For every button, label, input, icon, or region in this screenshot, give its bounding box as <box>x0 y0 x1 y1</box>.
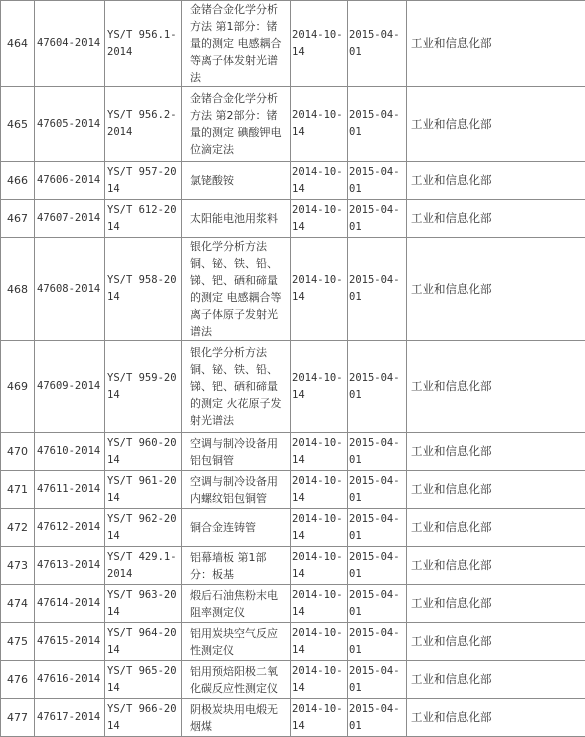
issue-date: 2014-10-14 <box>291 585 348 623</box>
record-code: 47616-2014 <box>35 661 105 699</box>
effective-date: 2015-04-01 <box>348 162 407 200</box>
issuing-department: 工业和信息化部 <box>407 585 585 623</box>
row-number: 469 <box>1 341 35 433</box>
issuing-department: 工业和信息化部 <box>407 509 585 547</box>
standard-number: YS/T 956.1-2014 <box>105 1 182 87</box>
table-row <box>1 433 585 471</box>
effective-date: 2015-04-01 <box>348 200 407 238</box>
table-row <box>1 547 585 585</box>
record-code: 47605-2014 <box>35 87 105 162</box>
standard-name: 煅后石油焦粉末电阻率测定仪 <box>182 585 291 623</box>
standard-name: 太阳能电池用浆料 <box>182 200 291 238</box>
issue-date: 2014-10-14 <box>291 162 348 200</box>
standard-name: 金锗合金化学分析方法 第2部分：锗量的测定 碘酸钾电位滴定法 <box>182 87 291 162</box>
issue-date: 2014-10-14 <box>291 471 348 509</box>
issuing-department: 工业和信息化部 <box>407 238 585 341</box>
standard-name: 银化学分析方法 铜、铋、铁、铅、锑、钯、硒和碲量的测定 电感耦合等离子体原子发射光谱法 <box>182 238 291 341</box>
standard-name: 空调与制冷设备用铝包铜管 <box>182 433 291 471</box>
row-number: 475 <box>1 623 35 661</box>
table-row <box>1 200 585 238</box>
effective-date: 2015-04-01 <box>348 661 407 699</box>
issuing-department: 工业和信息化部 <box>407 471 585 509</box>
standard-name: 空调与制冷设备用内螺纹铝包铜管 <box>182 471 291 509</box>
table-row <box>1 471 585 509</box>
record-code: 47612-2014 <box>35 509 105 547</box>
row-number: 471 <box>1 471 35 509</box>
issuing-department: 工业和信息化部 <box>407 661 585 699</box>
standard-number: YS/T 962-2014 <box>105 509 182 547</box>
standard-number: YS/T 966-2014 <box>105 699 182 737</box>
record-code: 47606-2014 <box>35 162 105 200</box>
standard-number: YS/T 965-2014 <box>105 661 182 699</box>
standard-name: 铝用预焙阳极二氧化碳反应性测定仪 <box>182 661 291 699</box>
effective-date: 2015-04-01 <box>348 585 407 623</box>
effective-date: 2015-04-01 <box>348 471 407 509</box>
issue-date: 2014-10-14 <box>291 547 348 585</box>
standard-number: YS/T 429.1-2014 <box>105 547 182 585</box>
standard-number: YS/T 959-2014 <box>105 341 182 433</box>
issuing-department: 工业和信息化部 <box>407 433 585 471</box>
effective-date: 2015-04-01 <box>348 623 407 661</box>
issue-date: 2014-10-14 <box>291 433 348 471</box>
effective-date: 2015-04-01 <box>348 341 407 433</box>
standard-number: YS/T 612-2014 <box>105 200 182 238</box>
issuing-department: 工业和信息化部 <box>407 1 585 87</box>
record-code: 47615-2014 <box>35 623 105 661</box>
standard-name: 铜合金连铸管 <box>182 509 291 547</box>
standard-name: 阴极炭块用电煅无烟煤 <box>182 699 291 737</box>
issuing-department: 工业和信息化部 <box>407 162 585 200</box>
issuing-department: 工业和信息化部 <box>407 699 585 737</box>
row-number: 465 <box>1 87 35 162</box>
table-row <box>1 238 585 341</box>
effective-date: 2015-04-01 <box>348 433 407 471</box>
row-number: 472 <box>1 509 35 547</box>
record-code: 47607-2014 <box>35 200 105 238</box>
standard-number: YS/T 960-2014 <box>105 433 182 471</box>
standard-name: 铝幕墙板 第1部分：板基 <box>182 547 291 585</box>
issue-date: 2014-10-14 <box>291 623 348 661</box>
issue-date: 2014-10-14 <box>291 699 348 737</box>
record-code: 47604-2014 <box>35 1 105 87</box>
standard-number: YS/T 963-2014 <box>105 585 182 623</box>
record-code: 47617-2014 <box>35 699 105 737</box>
standard-name: 铝用炭块空气反应性测定仪 <box>182 623 291 661</box>
issue-date: 2014-10-14 <box>291 87 348 162</box>
row-number: 466 <box>1 162 35 200</box>
effective-date: 2015-04-01 <box>348 547 407 585</box>
record-code: 47610-2014 <box>35 433 105 471</box>
issuing-department: 工业和信息化部 <box>407 547 585 585</box>
standard-number: YS/T 957-2014 <box>105 162 182 200</box>
effective-date: 2015-04-01 <box>348 87 407 162</box>
effective-date: 2015-04-01 <box>348 699 407 737</box>
issue-date: 2014-10-14 <box>291 238 348 341</box>
table-row <box>1 87 585 162</box>
record-code: 47609-2014 <box>35 341 105 433</box>
row-number: 474 <box>1 585 35 623</box>
table-row <box>1 699 585 737</box>
row-number: 470 <box>1 433 35 471</box>
row-number: 467 <box>1 200 35 238</box>
issue-date: 2014-10-14 <box>291 509 348 547</box>
table-row <box>1 341 585 433</box>
standard-name: 金锗合金化学分析方法 第1部分：锗量的测定 电感耦合等离子体发射光谱法 <box>182 1 291 87</box>
standard-name: 银化学分析方法 铜、铋、铁、铅、锑、钯、硒和碲量的测定 火花原子发射光谱法 <box>182 341 291 433</box>
table-row <box>1 623 585 661</box>
row-number: 476 <box>1 661 35 699</box>
issue-date: 2014-10-14 <box>291 200 348 238</box>
row-number: 473 <box>1 547 35 585</box>
issue-date: 2014-10-14 <box>291 1 348 87</box>
issue-date: 2014-10-14 <box>291 341 348 433</box>
issuing-department: 工业和信息化部 <box>407 87 585 162</box>
table-row <box>1 162 585 200</box>
table-row <box>1 509 585 547</box>
effective-date: 2015-04-01 <box>348 238 407 341</box>
table-row <box>1 585 585 623</box>
standard-name: 氯铑酸铵 <box>182 162 291 200</box>
record-code: 47608-2014 <box>35 238 105 341</box>
row-number: 477 <box>1 699 35 737</box>
effective-date: 2015-04-01 <box>348 1 407 87</box>
effective-date: 2015-04-01 <box>348 509 407 547</box>
standard-number: YS/T 961-2014 <box>105 471 182 509</box>
table-row <box>1 661 585 699</box>
issuing-department: 工业和信息化部 <box>407 200 585 238</box>
table-row <box>1 1 585 87</box>
row-number: 464 <box>1 1 35 87</box>
standard-number: YS/T 964-2014 <box>105 623 182 661</box>
record-code: 47614-2014 <box>35 585 105 623</box>
standard-number: YS/T 958-2014 <box>105 238 182 341</box>
issuing-department: 工业和信息化部 <box>407 341 585 433</box>
record-code: 47611-2014 <box>35 471 105 509</box>
issue-date: 2014-10-14 <box>291 661 348 699</box>
standard-number: YS/T 956.2-2014 <box>105 87 182 162</box>
row-number: 468 <box>1 238 35 341</box>
issuing-department: 工业和信息化部 <box>407 623 585 661</box>
record-code: 47613-2014 <box>35 547 105 585</box>
